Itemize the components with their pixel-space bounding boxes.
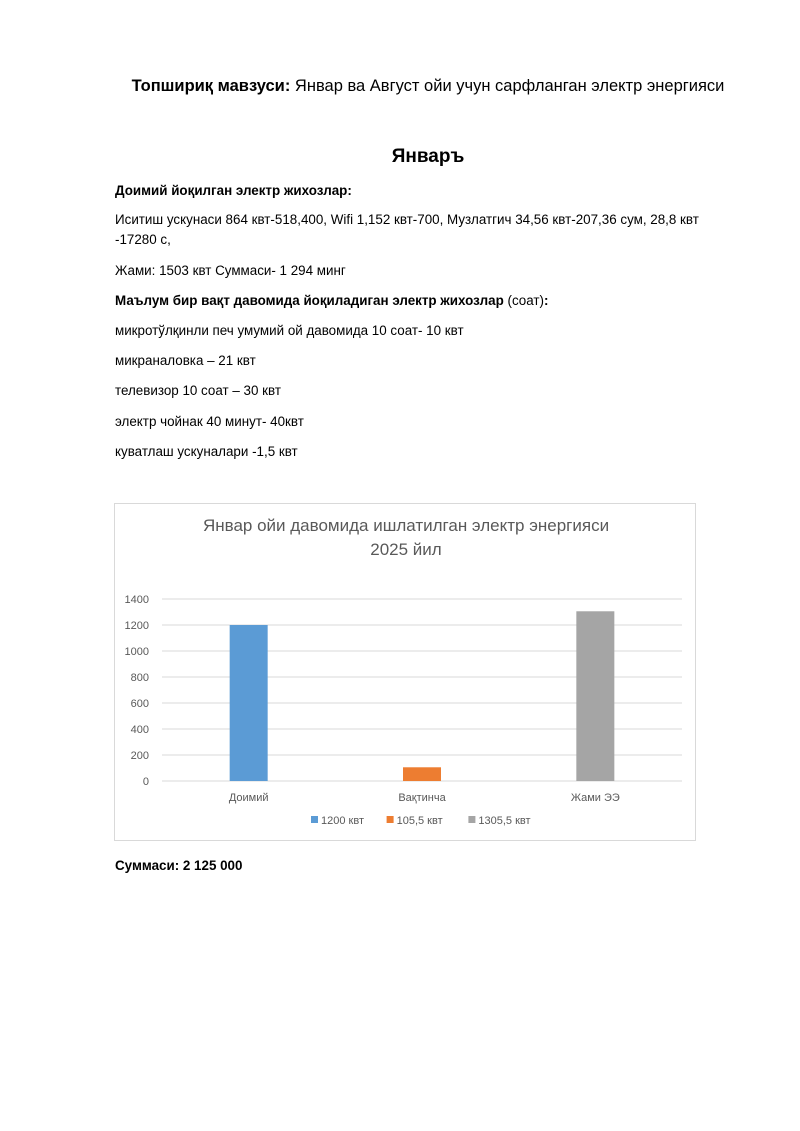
list-item: микротўлқинли печ умумий ой давомида 10 соат- 10 квт <box>115 323 464 338</box>
x-tick-label: Жами ЭЭ <box>570 792 620 804</box>
y-tick-label: 1000 <box>124 646 149 658</box>
x-tick-label: Вақтинча <box>398 792 446 804</box>
legend-label: 105,5 квт <box>396 815 443 827</box>
y-tick-label: 200 <box>130 750 149 762</box>
y-tick-label: 1200 <box>124 620 149 632</box>
list-item: микраналовка – 21 квт <box>115 353 256 368</box>
topic-label: Топшириқ мавзуси: <box>131 77 291 95</box>
month-heading: Январъ <box>391 146 465 167</box>
legend-label: 1305,5 квт <box>478 815 531 827</box>
temporary-heading-bold: Маълум бир вақт давомида йоқиладиган электр жихозлар <box>115 293 504 308</box>
list-item: электр чойнак 40 минут- 40квт <box>115 414 304 429</box>
y-tick-label: 0 <box>142 776 149 788</box>
topic-text: Январ ва Август ойи учун сарфланган электр энергияси <box>290 77 725 95</box>
y-tick-label: 800 <box>130 672 149 684</box>
temporary-heading-colon: : <box>543 293 549 308</box>
y-tick-label: 1400 <box>124 594 149 606</box>
bar <box>230 625 268 781</box>
constant-devices-heading: Доимий йоқилган электр жихозлар: <box>115 183 352 198</box>
constant-devices-total: Жами: 1503 квт Суммаси- 1 294 минг <box>115 263 346 278</box>
y-tick-label: 400 <box>130 724 149 736</box>
temporary-devices-heading <box>115 291 548 311</box>
legend-label: 1200 квт <box>321 815 364 827</box>
chart-legend <box>311 815 531 827</box>
y-tick-label: 600 <box>130 698 149 710</box>
chart-y-axis <box>125 594 149 788</box>
legend-swatch <box>311 816 318 823</box>
bar <box>576 611 614 781</box>
legend-swatch <box>468 816 475 823</box>
energy-chart <box>114 503 696 841</box>
list-item: телевизор 10 соат – 30 квт <box>115 383 281 398</box>
bar <box>403 767 441 781</box>
chart-title-line-2: 2025 йил <box>370 540 442 559</box>
list-item: куватлаш ускуналари -1,5 квт <box>115 444 298 459</box>
chart-x-axis <box>229 792 620 804</box>
x-tick-label: Доимий <box>228 792 269 804</box>
temporary-heading-unit: (соат) <box>503 293 544 308</box>
sum-total: Суммаси: 2 125 000 <box>115 858 243 873</box>
chart-title-line-1: Январ ойи давомида ишлатилган электр энергияси <box>202 516 610 535</box>
energy-chart-svg <box>115 504 697 842</box>
page-title <box>0 77 800 96</box>
chart-bars <box>230 611 615 781</box>
constant-devices-list: Иситиш ускунаси 864 квт-518,400, Wifi 1,152 квт-700, Музлатгич 34,56 квт-207,36 сум, 28,8 квт -17280 с, <box>115 212 699 247</box>
legend-swatch <box>387 816 394 823</box>
